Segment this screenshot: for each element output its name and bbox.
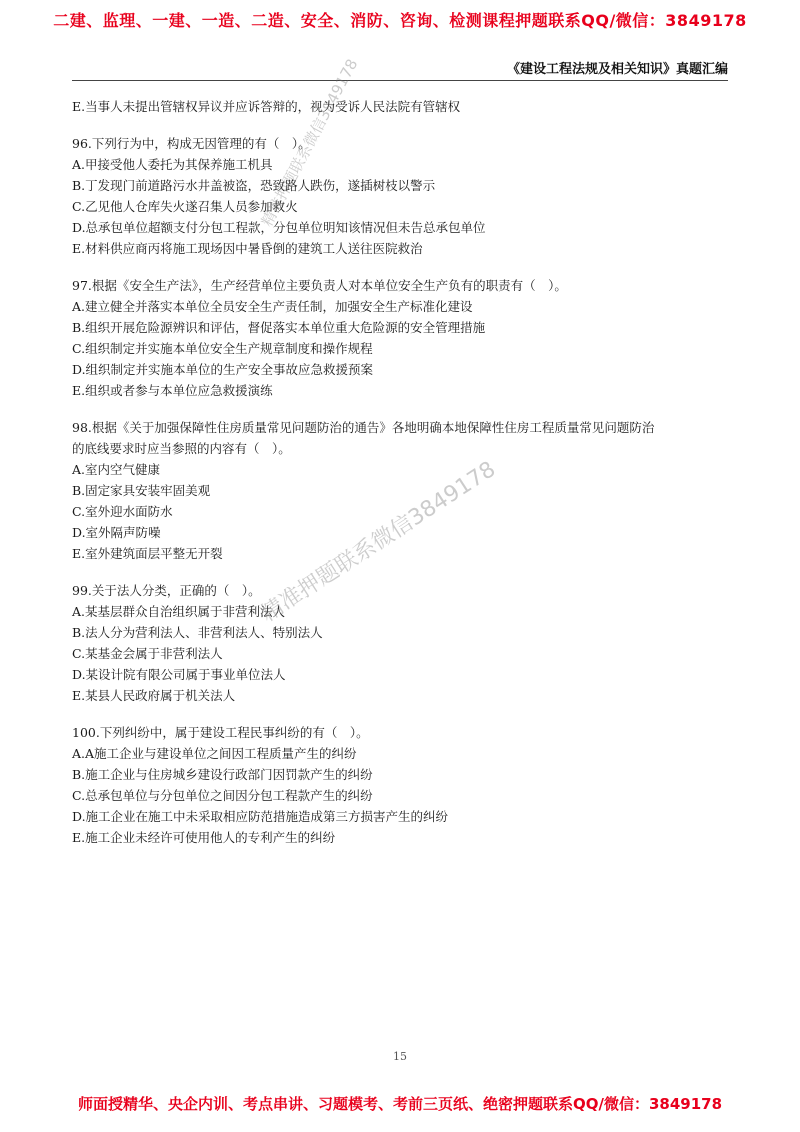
text-line: 的底线要求时应当参照的内容有（ ）。 [72,441,291,456]
question-block [72,275,732,401]
question-stem: 96.下列行为中，构成无因管理的有（ ）。 [72,136,311,151]
text-line: A.甲接受他人委托为其保养施工机具 [72,157,273,172]
text-line: E.当事人未提出管辖权异议并应诉答辩的，视为受诉人民法院有管辖权 [72,99,461,114]
question-stem: 100.下列纠纷中，属于建设工程民事纠纷的有（ ）。 [72,725,369,740]
text-line: D.某设计院有限公司属于事业单位法人 [72,667,286,682]
watermark-text: 精准押题联系微信3849178 [257,55,362,230]
text-line: A.某基层群众自治组织属于非营利法人 [72,604,286,619]
text-line: A.建立健全并落实本单位全员安全生产责任制，加强安全生产标准化建设 [72,299,473,314]
text-line: E.施工企业未经许可使用他人的专利产生的纠纷 [72,830,336,845]
question-content [72,96,732,848]
text-line: C.组织制定并实施本单位安全生产规章制度和操作规程 [72,341,373,356]
question-stem: 98.根据《关于加强保障性住房质量常见问题防治的通告》各地明确本地保障性住房工程质量常见问题防治 [72,420,655,435]
text-line: B.固定家具安装牢固美观 [72,483,211,498]
text-line: B.施工企业与住房城乡建设行政部门因罚款产生的纠纷 [72,767,373,782]
text-line: D.施工企业在施工中未采取相应防范措施造成第三方损害产生的纠纷 [72,809,449,824]
text-line: D.组织制定并实施本单位的生产安全事故应急救援预案 [72,362,374,377]
text-line: A.室内空气健康 [72,462,161,477]
page-number: 15 [393,1050,407,1063]
bottom-banner: 师面授精华、央企内训、考点串讲、习题模考、考前三页纸、绝密押题联系QQ/微信：3849178 [77,1095,723,1113]
watermark-text-large: 精准押题联系微信3849178 [256,456,501,628]
text-line: B.丁发现门前道路污水井盖被盗，恐致路人跌伤，遂插树枝以警示 [72,178,436,193]
question-stem: 99.关于法人分类，正确的（ ）。 [72,583,261,598]
text-line: D.室外隔声防噪 [72,525,161,540]
text-line: C.乙见他人仓库失火遂召集人员参加救火 [72,199,298,214]
question-block [72,417,732,564]
page-header [72,58,728,81]
text-line: B.组织开展危险源辨识和评估，督促落实本单位重大危险源的安全管理措施 [72,320,486,335]
text-line: D.总承包单位超额支付分包工程款，分包单位明知该情况但未告总承包单位 [72,220,486,235]
text-line: A.A施工企业与建设单位之间因工程质量产生的纠纷 [72,746,357,761]
question-block [72,722,732,848]
text-line: C.某基金会属于非营利法人 [72,646,223,661]
text-line: E.组织或者参与本单位应急救援演练 [72,383,273,398]
text-line: C.室外迎水面防水 [72,504,173,519]
text-line: E.室外建筑面层平整无开裂 [72,546,223,561]
book-title: 《建设工程法规及相关知识》真题汇编 [506,62,728,77]
text-line: C.总承包单位与分包单位之间因分包工程款产生的纠纷 [72,788,373,803]
text-line: E.某县人民政府属于机关法人 [72,688,236,703]
question-block [72,133,732,259]
question-block [72,96,732,117]
text-line: E.材料供应商丙将施工现场因中暑昏倒的建筑工人送往医院救治 [72,241,423,256]
question-block [72,580,732,706]
top-banner: 二建、监理、一建、一造、二造、安全、消防、咨询、检测课程押题联系QQ/微信：3849178 [53,11,747,30]
question-stem: 97.根据《安全生产法》，生产经营单位主要负责人对本单位安全生产负有的职责有（ ）。 [72,278,567,293]
text-line: B.法人分为营利法人、非营利法人、特别法人 [72,625,323,640]
